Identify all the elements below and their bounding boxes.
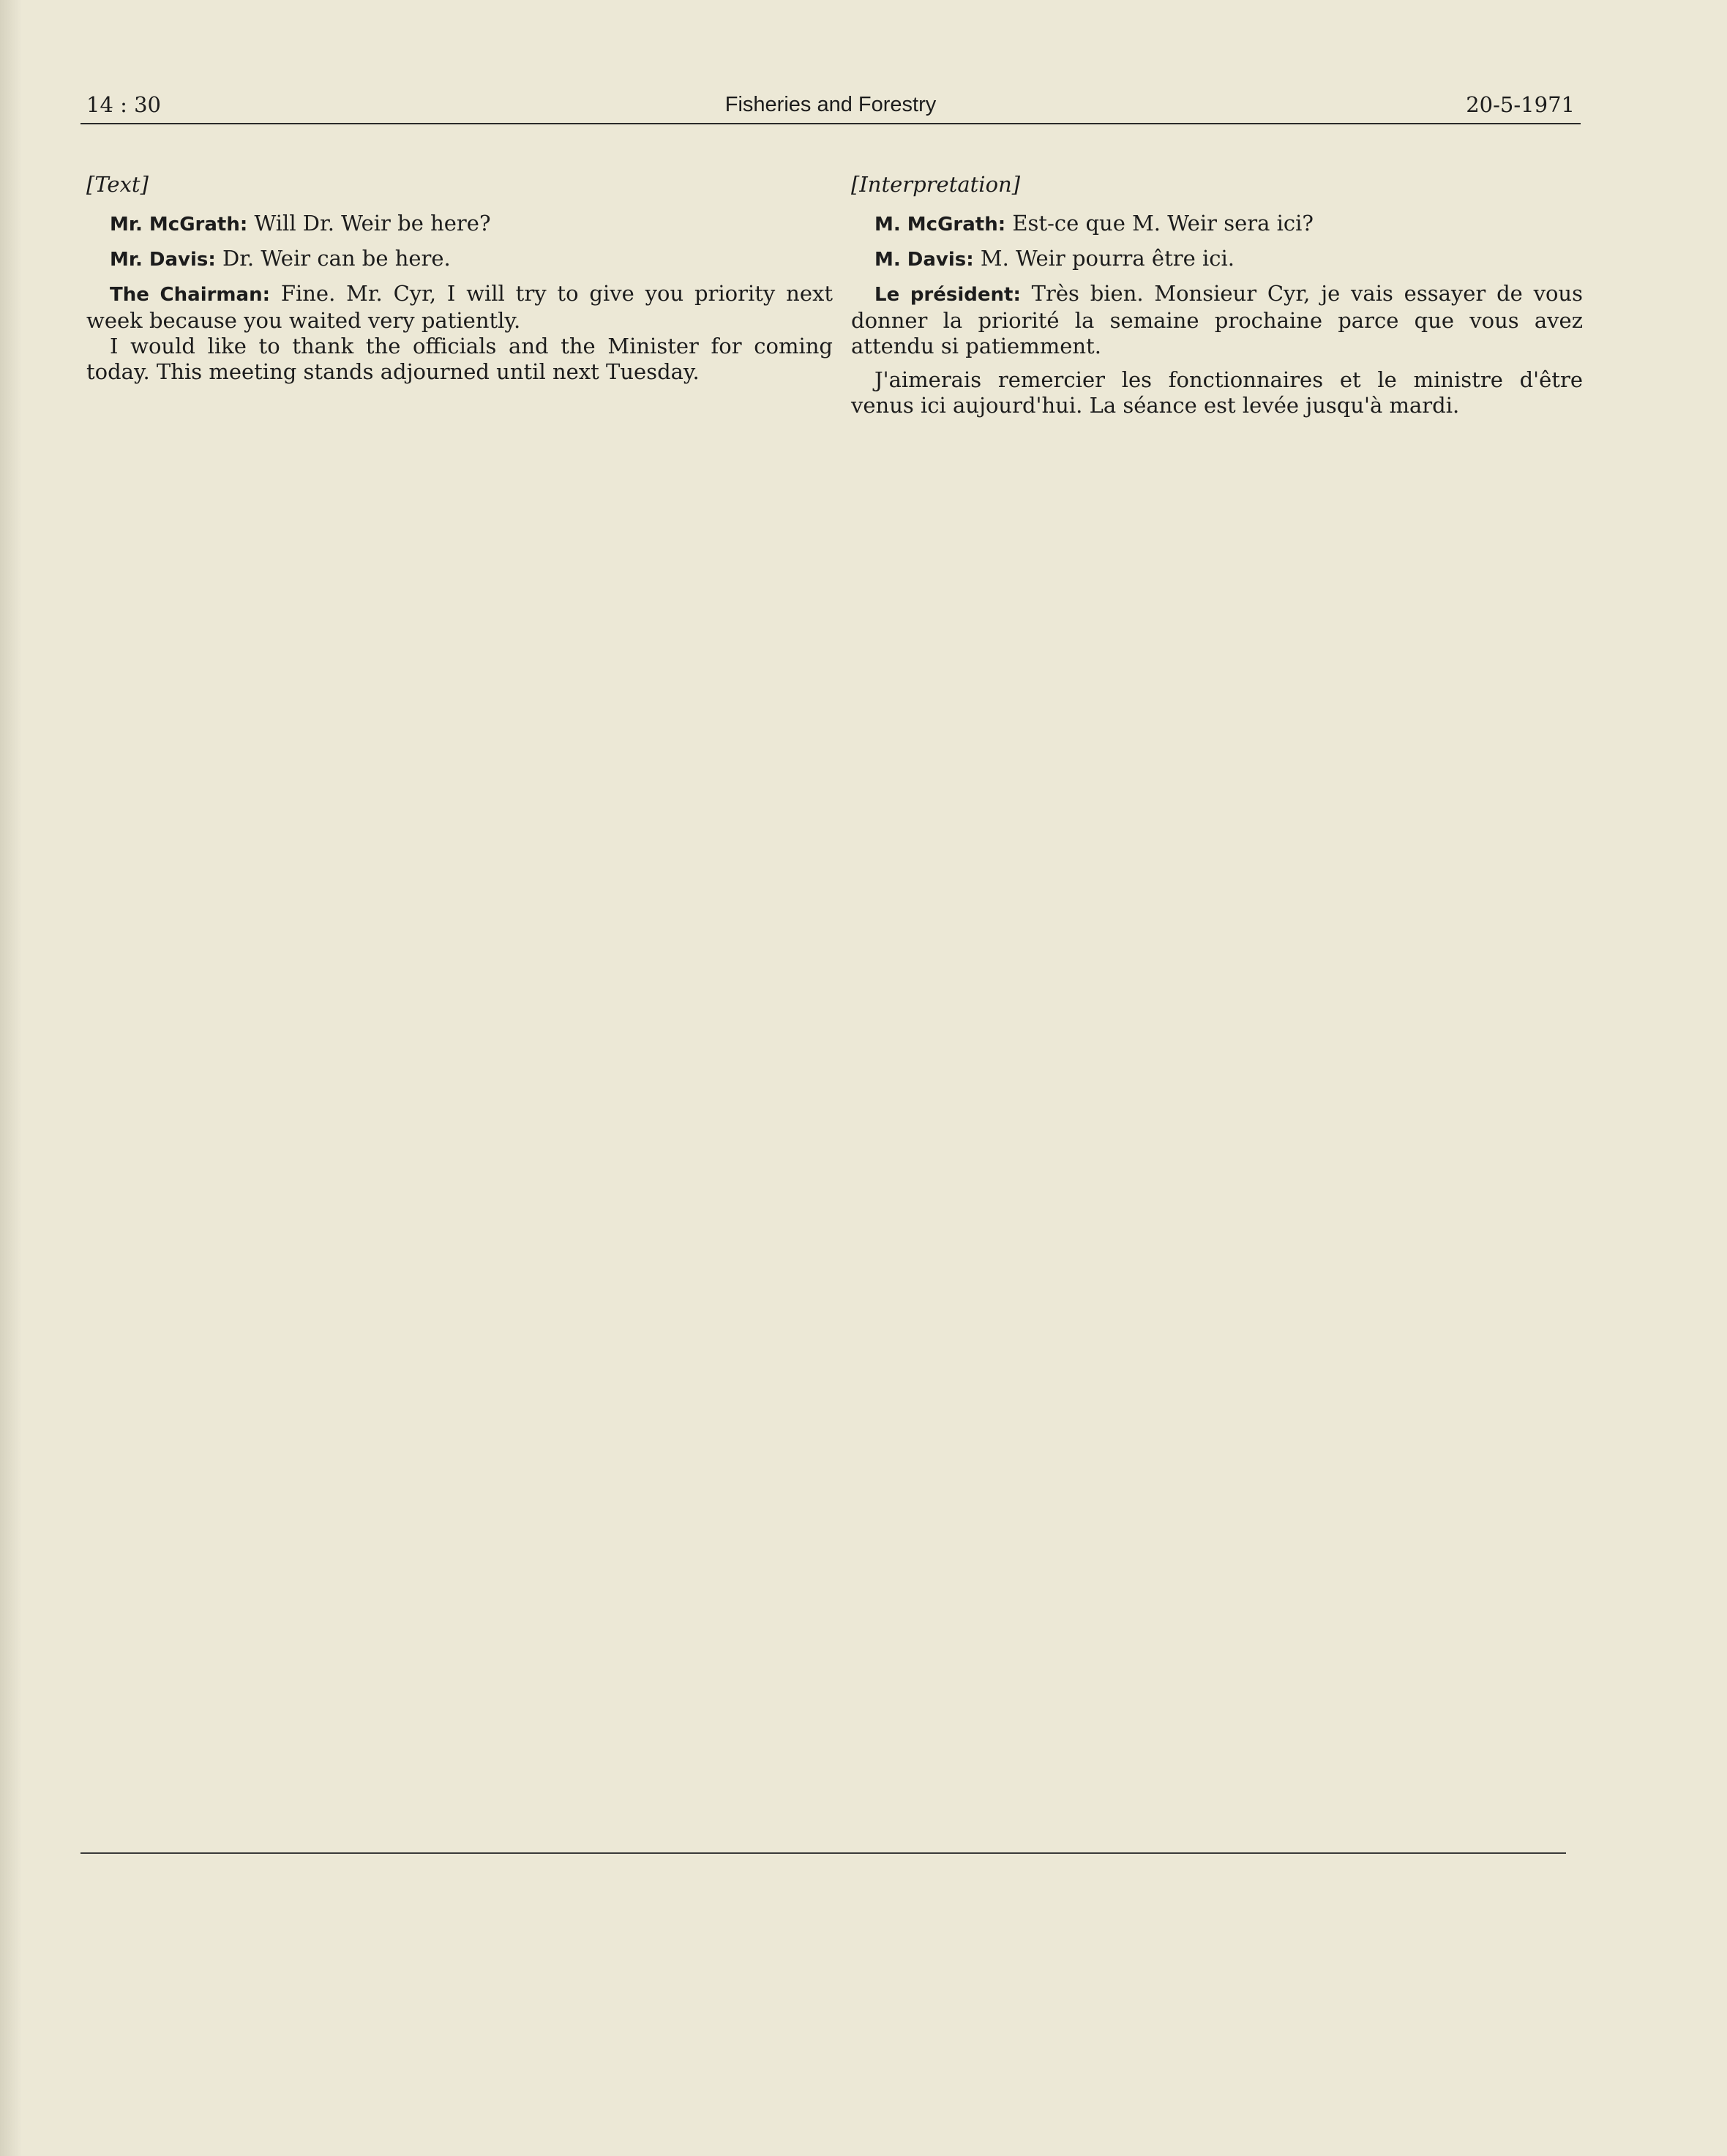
speaker-name: M. Davis: — [874, 249, 974, 271]
paragraph — [851, 211, 1583, 238]
speaker-name: The Chairman: — [110, 284, 270, 306]
text-label: [Text] — [86, 172, 149, 197]
speech-text: Est-ce que M. Weir sera ici? — [1012, 211, 1314, 236]
bottom-rule — [80, 1852, 1566, 1854]
paragraph — [851, 367, 1583, 418]
page-header — [80, 79, 1581, 124]
speech-text: Dr. Weir can be here. — [222, 246, 451, 271]
paragraph — [86, 334, 833, 385]
english-column — [86, 172, 833, 393]
paragraph — [86, 246, 833, 273]
french-column — [851, 172, 1583, 427]
paragraph — [86, 211, 833, 238]
paragraph — [851, 246, 1583, 273]
header-date: 20-5-1971 — [1466, 92, 1575, 117]
page-number: 14 : 30 — [86, 92, 162, 117]
paragraph — [851, 281, 1583, 359]
interpretation-label: [Interpretation] — [851, 172, 1021, 197]
speech-text: J'aimerais remercier les fonctionnaires et le ministre d'être venus ici aujourd'hui. La séance est levée jusqu'à mardi. — [851, 367, 1583, 418]
speech-text: Très bien. Monsieur Cyr, je vais essayer de vous donner la priorité la semaine prochaine parce que vous avez attendu si patiemment. — [851, 281, 1583, 358]
running-title: Fisheries and Forestry — [724, 93, 937, 116]
speaker-name: Mr. McGrath: — [110, 214, 248, 236]
speaker-name: Le président: — [874, 284, 1021, 306]
speech-text: M. Weir pourra être ici. — [980, 246, 1235, 271]
speech-text: Fine. Mr. Cyr, I will try to give you priority next week because you waited very patiently. — [86, 281, 833, 333]
paragraph — [86, 281, 833, 334]
speech-text: Will Dr. Weir be here? — [254, 211, 491, 236]
speaker-name: Mr. Davis: — [110, 249, 216, 271]
speech-text: I would like to thank the officials and the Minister for coming today. This meeting stands adjourned until next Tuesday. — [86, 334, 833, 384]
speaker-name: M. McGrath: — [874, 214, 1006, 236]
page-binding-edge — [0, 0, 22, 2156]
